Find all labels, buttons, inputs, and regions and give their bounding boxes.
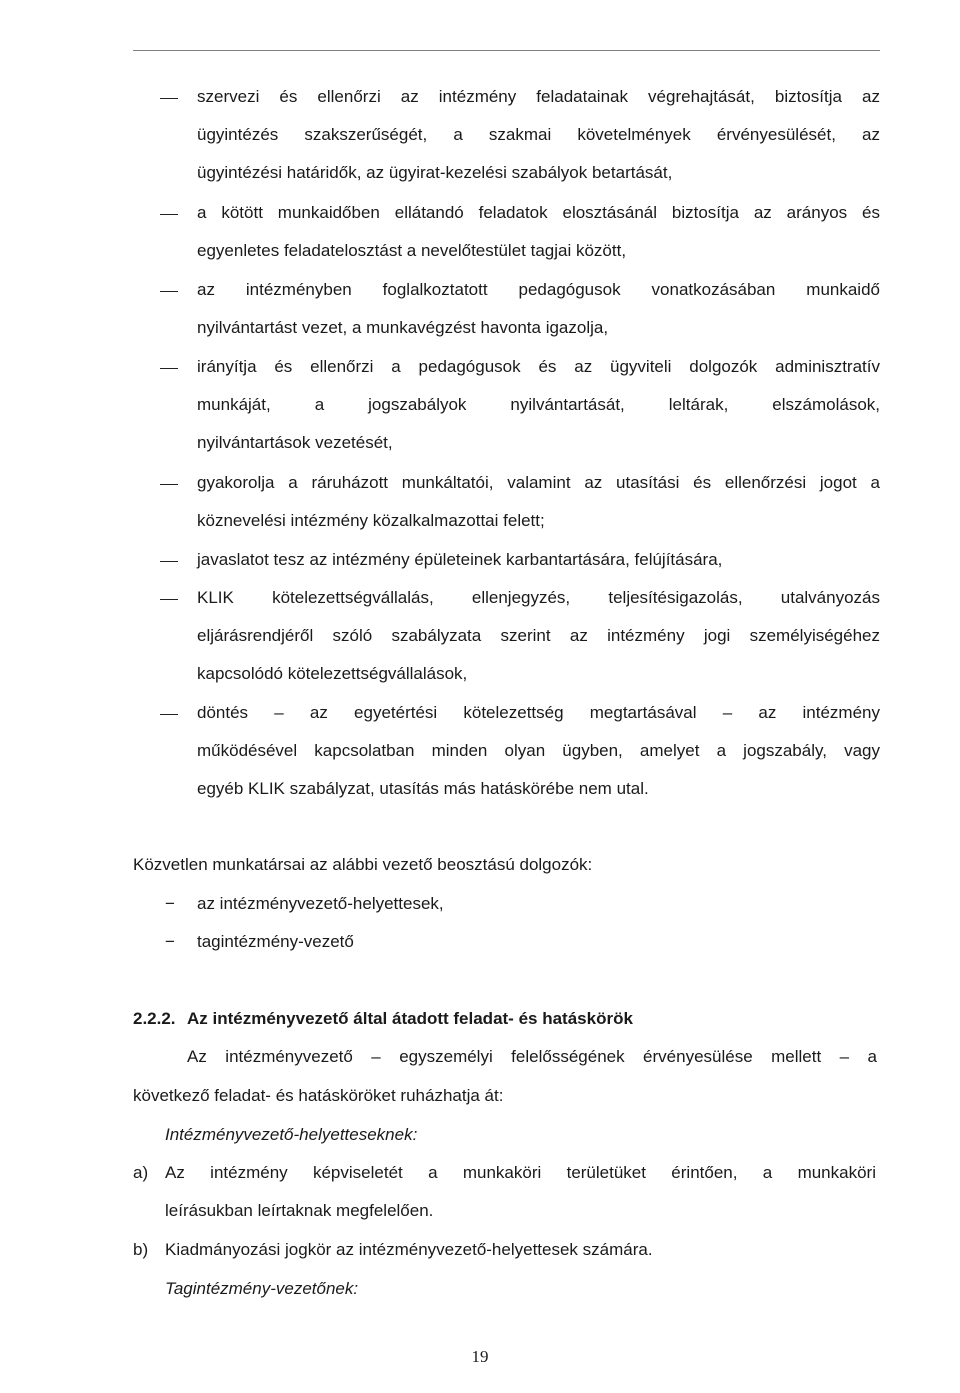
list-item-line: eljárásrendjéről szóló szabályzata szerint az intézmény jogi személyiségéhez <box>197 626 880 645</box>
list-item-line: döntés – az egyetértési kötelezettség megtartásával – az intézmény <box>197 703 880 722</box>
list-item-line: kapcsolódó kötelezettségvállalások, <box>197 664 468 683</box>
item-marker: a) <box>133 1163 149 1182</box>
section-paragraph-line: Az intézményvezető – egyszemélyi felelősségének érvényesülése mellett – a <box>187 1047 877 1066</box>
list-item-line: javaslatot tesz az intézmény épületeinek karbantartására, felújítására, <box>197 550 723 569</box>
list-item-line: irányítja és ellenőrzi a pedagógusok és az ügyviteli dolgozók adminisztratív <box>197 357 880 376</box>
dash-bullet-icon <box>160 484 178 485</box>
section-paragraph-line: következő feladat- és hatásköröket ruházhatja át: <box>133 1086 504 1105</box>
list-item-line: gyakorolja a ráruházott munkáltatói, valamint az utasítási és ellenőrzési jogot a <box>197 473 880 492</box>
list-item-line: szervezi és ellenőrzi az intézmény feladatainak végrehajtását, biztosítja az <box>197 87 880 106</box>
list-item-line: egyenletes feladatelosztást a nevelőtestület tagjai között, <box>197 241 627 260</box>
subordinates-marker: − <box>165 932 175 951</box>
subordinates-intro: Közvetlen munkatársai az alábbi vezető beosztású dolgozók: <box>133 855 593 874</box>
subordinate-item: az intézményvezető-helyettesek, <box>197 894 444 913</box>
dash-bullet-icon <box>160 291 178 292</box>
list-item-line: nyilvántartások vezetését, <box>197 433 393 452</box>
item-line: Kiadmányozási jogkör az intézményvezető-helyettesek számára. <box>165 1240 653 1259</box>
unit-heads-heading: Tagintézmény-vezetőnek: <box>165 1279 359 1298</box>
dash-bullet-icon <box>160 714 178 715</box>
list-item-line: ügyintézési határidők, az ügyirat-kezelési szabályok betartását, <box>197 163 673 182</box>
dash-bullet-icon <box>160 98 178 99</box>
list-item-line: köznevelési intézmény közalkalmazottai felett; <box>197 511 545 530</box>
page-number: 19 <box>471 1347 489 1366</box>
section-number: 2.2.2. <box>133 1009 176 1028</box>
item-marker: b) <box>133 1240 149 1259</box>
section-title: Az intézményvezető által átadott feladat- és hatáskörök <box>187 1009 633 1028</box>
list-item-line: KLIK kötelezettségvállalás, ellenjegyzés, teljesítésigazolás, utalványozás <box>197 588 880 607</box>
list-item-line: az intézményben foglalkoztatott pedagógusok vonatkozásában munkaidő <box>197 280 880 299</box>
subordinate-item: tagintézmény-vezető <box>197 932 354 951</box>
list-item-line: munkáját, a jogszabályok nyilvántartását, leltárak, elszámolások, <box>197 395 880 414</box>
list-item-line: a kötött munkaidőben ellátandó feladatok elosztásánál biztosítja az arányos és <box>197 203 880 222</box>
item-line: Az intézmény képviseletét a munkaköri területüket érintően, a munkaköri <box>165 1163 876 1182</box>
dash-bullet-icon <box>160 599 178 600</box>
dash-bullet-icon <box>160 368 178 369</box>
list-item-line: ügyintézés szakszerűségét, a szakmai követelmények érvényesülését, az <box>197 125 880 144</box>
item-line: leírásukban leírtaknak megfelelően. <box>165 1201 434 1220</box>
list-item-line: egyéb KLIK szabályzat, utasítás más hatáskörébe nem utal. <box>197 779 649 798</box>
dash-bullet-icon <box>160 561 178 562</box>
list-item-line: működésével kapcsolatban minden olyan ügyben, amelyet a jogszabály, vagy <box>197 741 880 760</box>
header-rule <box>133 50 880 51</box>
subordinates-marker: − <box>165 894 175 913</box>
list-item-line: nyilvántartást vezet, a munkavégzést havonta igazolja, <box>197 318 609 337</box>
deputies-heading: Intézményvezető-helyetteseknek: <box>165 1125 418 1144</box>
dash-bullet-icon <box>160 214 178 215</box>
